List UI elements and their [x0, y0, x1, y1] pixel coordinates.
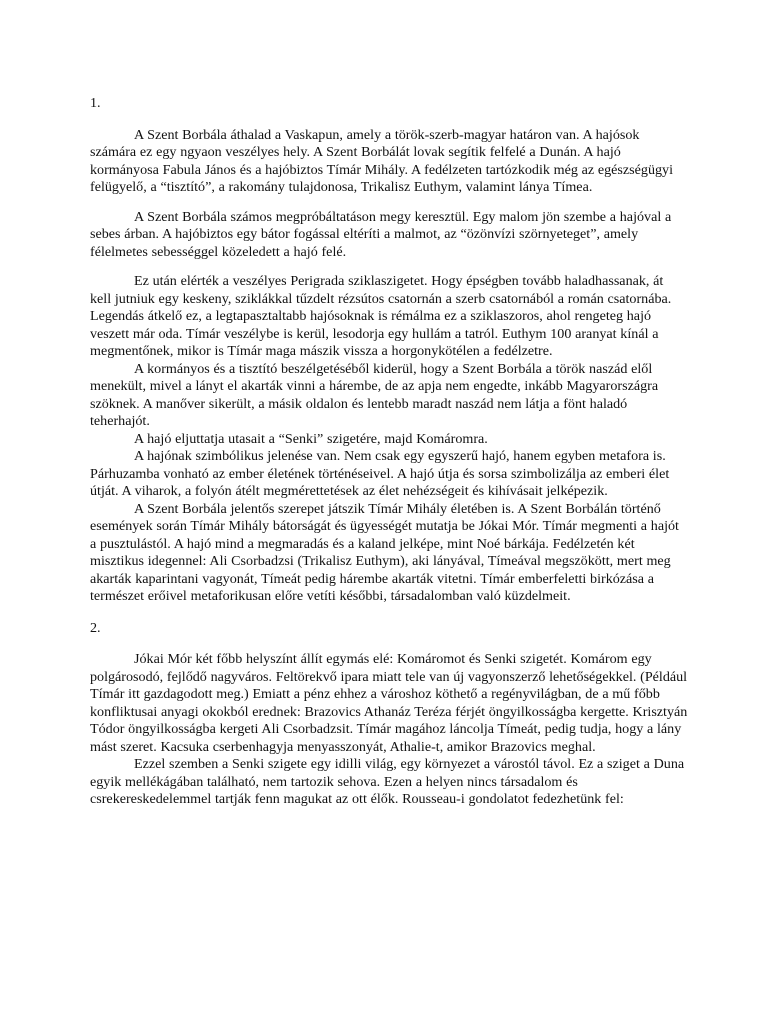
paragraph: Legendás átkelő ez, a legtapasztaltabb hajósoknak is rémálma ez a sziklaszoros, ahol rengeteg hajó veszett már oda. Tímár veszélybe is kerül, lesodorja egy hullám a tatról. Euthym 100 aranyat kínál a megmentőnek, mikor is Tímár maga mászik vissza a horgonykötélen a fedélzetre. — [90, 308, 659, 359]
paragraph: A hajó eljuttatja utasait a “Senki” szigetére, majd Komáromra. — [134, 430, 488, 447]
paragraph: Jókai Mór két főbb helyszínt állít egymás elé: Komáromot és Senki szigetét. Komárom egy polgárosodó, fejlődő nagyváros. Feltörekvő ipara miatt tele van új vagyonszerző lehetőségekkel. (Például Tímár itt gazdagodott meg.) Emiatt a pénz ehhez a városhoz köthető a regényvilágban, de a mű főbb konfliktusai anyagi okokból erednek: Brazovics Athanáz Teréza férjét öngyilkosságba kergette. Krisztyán Tódor öngyilkosságba kergeti Ali Csorbadzsit. Tímár magához láncolja Tímeát, pedig tudja, hogy a lány mást szeret. Kacsuka cserbenhagyja menyasszonyát, Athalie-t, amikor Brazovics meghal. — [90, 651, 688, 755]
paragraph: A Szent Borbála számos megpróbáltatáson megy keresztül. Egy malom jön szembe a hajóval a sebes árban. A hajóbiztos egy bátor fogással eltéríti a malmot, az “özönvízi szörnyeteget”, amely félelmetes sebességgel közeledett a hajó felé. — [90, 208, 672, 260]
paragraph: A kormányos és a tisztító beszélgetéséből kiderül, hogy a Szent Borbála a török naszád elől menekült, mivel a lányt el akarták vinni a hárembe, de az apja nem engedte, inkább Magyarországra szöknek. A manőver sikerült, a másik oldalon és lentebb maradt naszád nem látja a fönt haladó teherhajót. — [90, 360, 659, 429]
paragraph: A Szent Borbála jelentős szerepet játszik Tímár Mihály életében is. A Szent Borbálán történő események során Tímár Mihály bátorságát és ügyességét mutatja be Jókai Mór. Tímár megmenti a hajót a pusztulástól. A hajó mind a megmaradás és a kaland jelképe, mint Noé bárkája. Fedélzetén két misztikus idegennel: Ali Csorbadzsi (Trikalisz Euthym), aki lányával, Tímeával megszökött, mert meg akarták kaparintani vagyonát, Tímeát pedig hárembe akarták vitetni. Tímár emberfeletti birkózása a természet erőivel metaforikusan előre vetíti későbbi, társadalomban való küzdelmeit. — [90, 500, 679, 604]
paragraph: A Szent Borbála áthalad a Vaskapun, amely a török-szerb-magyar határon van. A hajósok számára ez egy ngyaon veszélyes hely. A Szent Borbálát lovak segítik felfelé a Dunán. A hajó kormányosa Fabula János és a hajóbiztos Tímár Mihály. A fedélzeten tartózkodik még az egészségügyi felügyelő, a “tisztító”, a rakomány tulajdonosa, Trikalisz Euthym, valamint lánya Tímea. — [90, 126, 674, 195]
paragraph: Ez után elérték a veszélyes Perigrada sziklaszigetet. Hogy épségben tovább haladhassanak, át kell jutniuk egy keskeny, sziklákkal tűzdelt rézsútos csatornán a szerb csatornából a román csatornába. — [90, 273, 672, 307]
section-number: 2. — [90, 619, 101, 636]
paragraph: A hajónak szimbólikus jelenése van. Nem csak egy egyszerű hajó, hanem egyben metafora is. Párhuzamba vonható az ember életének történéseivel. A hajó útja és sorsa szimbolizálja az emberi élet útját. A viharok, a folyón átélt megmérettetések az élet nehézségeit és kihívásait jelképezik. — [90, 448, 670, 499]
document-page — [90, 95, 688, 809]
section-number: 1. — [90, 95, 101, 111]
paragraph: Ezzel szemben a Senki szigete egy idilli világ, egy környezet a várostól távol. Ez a sziget a Duna egyik mellékágában található, nem tartozik sehova. Ezen a helyen nincs társadalom és csrekereskedelemmel tartják fenn magukat az ott élők. Rousseau-i gondolatot fedezhetünk fel: — [90, 756, 685, 807]
